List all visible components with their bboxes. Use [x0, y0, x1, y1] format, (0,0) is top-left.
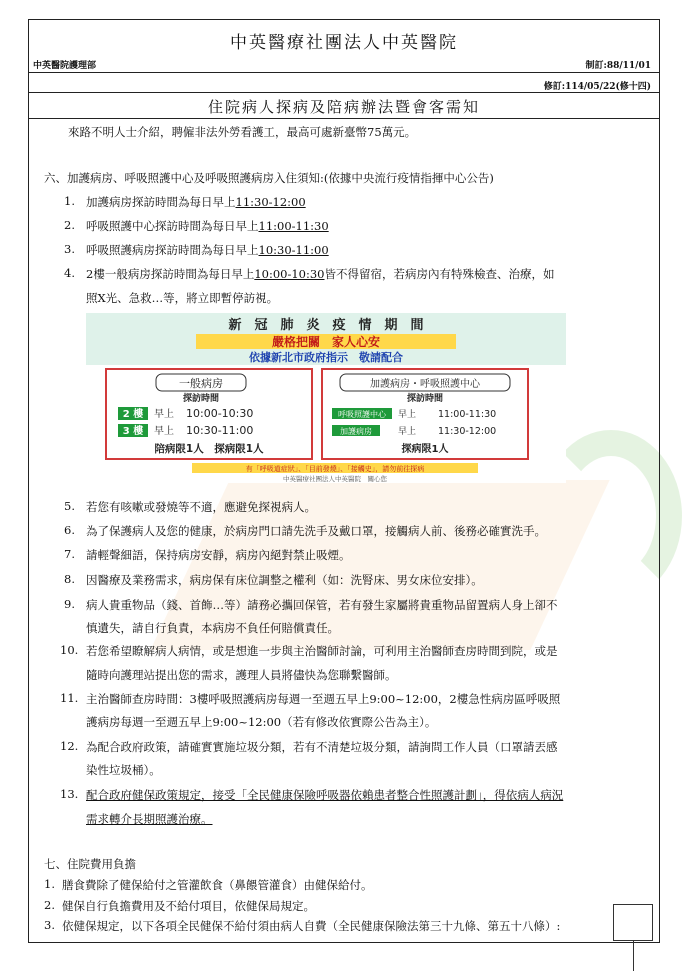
unit-respiratory-label: 呼吸照護中心	[338, 410, 386, 419]
poster-right-limit: 探病限1人	[401, 444, 449, 455]
list-item-continuation: 護病房每週一至週五早上9:00~12:00（若有修改依實際公告為主）。	[86, 715, 437, 729]
item-number: 9.	[64, 597, 75, 611]
item-number: 2.	[44, 898, 55, 912]
item-number: 7.	[64, 547, 75, 561]
item-number: 13.	[60, 787, 79, 801]
poster-banner: 新 冠 肺 炎 疫 情 期 間	[228, 318, 424, 333]
list-item: 呼吸照護中心探訪時間為每日早上11:00-11:30	[86, 219, 329, 233]
unit-respiratory-am: 早上	[398, 410, 417, 420]
poster-left-limit: 陪病限1人 探病限1人	[154, 443, 264, 455]
unit-icu-am: 早上	[398, 427, 417, 437]
list-item-continuation: 隨時向護理站提出您的需求，護理人員將儘快為您聯繫醫師。	[86, 668, 397, 682]
item-number: 10.	[60, 643, 79, 657]
section6-heading: 六、加護病房、呼吸照護中心及呼吸照護病房入住須知:(依據中央流行疫情指揮中心公告)	[44, 171, 494, 185]
floor-2-time: 10:00-10:30	[186, 407, 254, 420]
list-item-continuation: 染性垃圾桶）。	[86, 763, 161, 777]
list-item-continuation: 照X光、急救…等，將立即暫停訪視。	[86, 291, 279, 305]
floor-3-am: 早上	[154, 426, 174, 437]
list-item: 病人貴重物品（錢、首飾…等）請務必攜回保管，若有發生家屬將貴重物品留置病人身上卻不	[86, 598, 558, 612]
poster-left-title: 一般病房	[179, 377, 223, 390]
unit-respiratory-time: 11:00-11:30	[438, 409, 497, 420]
list-item: 呼吸照護病房探訪時間為每日早上10:30-11:00	[86, 243, 329, 257]
poster-sub: 依據新北市政府指示 敬請配合	[249, 351, 403, 364]
poster-left-sub: 探訪時間	[182, 394, 220, 404]
hospital-name: 中英醫療社團法人中英醫院	[230, 33, 458, 53]
poster-slogan: 嚴格把關 家人心安	[271, 335, 381, 349]
unit-icu-time: 11:30-12:00	[438, 426, 497, 437]
unit-icu-label: 加護病房	[340, 427, 372, 436]
floor-2-label: 2 樓	[122, 409, 144, 420]
item-number: 12.	[60, 739, 79, 753]
section7-heading: 七、住院費用負擔	[44, 857, 136, 871]
corner-mark-line	[633, 940, 634, 971]
list-item-continuation: 慎遺失，請自行負責，本病房不負任何賠償責任。	[86, 621, 339, 635]
header-divider	[29, 72, 659, 73]
list-item: 健保自行負擔費用及不給付項目，依健保局規定。	[62, 899, 315, 913]
list-item-continuation: 需求轉介長期照護治療。	[86, 812, 213, 826]
title-divider-top	[29, 92, 659, 93]
floor-2-am: 早上	[154, 409, 174, 420]
document-title: 住院病人探病及陪病辦法暨會客需知	[207, 98, 480, 116]
item-number: 11.	[60, 691, 79, 705]
list-item: 因醫療及業務需求，病房保有床位調整之權利（如：洗腎床、男女床位安排）。	[86, 573, 483, 587]
item-number: 4.	[64, 266, 75, 280]
poster-footer-org: 中英醫療社團法人中英醫院 關心您	[283, 475, 387, 483]
list-item: 2樓一般病房探訪時間為每日早上10:00-10:30皆不得留宿，若病房內有特殊檢查、治療，如	[86, 267, 555, 281]
poster-footer-note: 有「呼吸道症狀」、「目前發燒」、「接觸史」，請勿前往探病	[245, 465, 425, 473]
item-number: 1.	[44, 877, 55, 891]
list-item: 加護病房探訪時間為每日早上11:30-12:00	[86, 195, 306, 209]
item-number: 3.	[44, 918, 55, 932]
list-item: 請輕聲細語，保持病房安靜，病房內絕對禁止吸煙。	[86, 548, 351, 562]
list-item: 配合政府健保政策規定，接受「全民健康保險呼吸器依賴患者整合性照護計劃」，得依病人病況	[86, 788, 564, 802]
item-number: 6.	[64, 523, 75, 537]
revised-date: 修訂:114/05/22(修十四)	[543, 82, 651, 92]
item-number: 5.	[64, 499, 75, 513]
list-item: 依健保規定，以下各項全民健保不給付須由病人自費（全民健康保險法第三十九條、第五十八條）:	[62, 919, 561, 933]
created-date: 制訂:88/11/01	[585, 61, 651, 71]
corner-mark-box	[613, 904, 653, 941]
title-divider-bottom	[29, 118, 659, 119]
item-number: 3.	[64, 242, 75, 256]
list-item: 膳食費除了健保給付之管灌飲食（鼻餵管灌食）由健保給付。	[62, 878, 373, 892]
intro-line: 來路不明人士介紹，聘僱非法外勞看護工，最高可處新臺幣75萬元。	[68, 125, 417, 139]
list-item: 為了保護病人及您的健康，於病房門口請先洗手及戴口罩，接觸病人前、後務必確實洗手。	[86, 524, 546, 538]
floor-3-time: 10:30-11:00	[186, 424, 254, 437]
floor-3-label: 3 樓	[122, 426, 144, 437]
list-item: 主治醫師查房時間：3樓呼吸照護病房每週一至週五早上9:00~12:00，2樓急性病房區呼吸照	[86, 692, 561, 706]
item-number: 1.	[64, 194, 75, 208]
poster-right-title: 加護病房・呼吸照護中心	[370, 379, 480, 390]
poster-right-sub: 探訪時間	[406, 394, 444, 404]
list-item: 若您希望瞭解病人病情，或是想進一步與主治醫師討論，可利用主治醫師查房時間到院，或是	[86, 644, 558, 658]
department-label: 中英醫院護理部	[33, 61, 97, 71]
list-item: 若您有咳嗽或發燒等不適，應避免探視病人。	[86, 500, 316, 514]
visiting-hours-poster	[86, 313, 566, 483]
item-number: 2.	[64, 218, 75, 232]
list-item: 為配合政府政策，請確實實施垃圾分類，若有不清楚垃圾分類，請詢問工作人員（口罩請丟感	[86, 740, 558, 754]
item-number: 8.	[64, 572, 75, 586]
